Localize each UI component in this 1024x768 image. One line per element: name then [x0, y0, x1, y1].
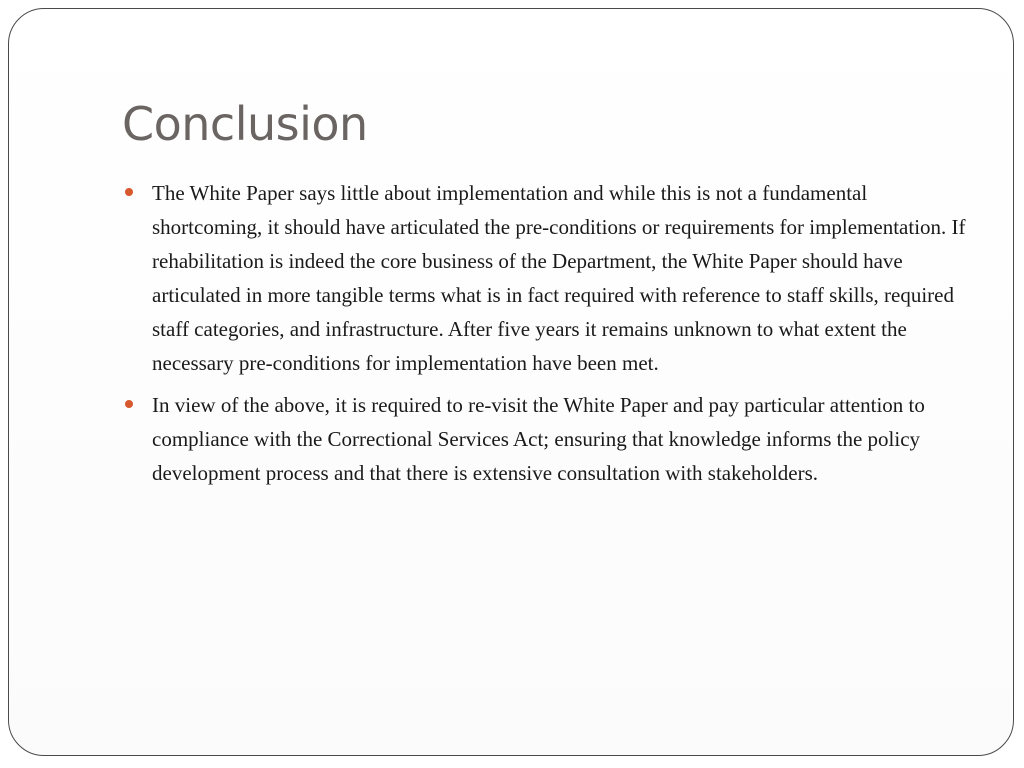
bullet-item [152, 176, 982, 380]
slide-frame [8, 8, 1014, 756]
bullet-dot-icon [125, 188, 133, 196]
bullet-list [152, 176, 982, 498]
bullet-text: In view of the above, it is required to re-visit the White Paper and pay particular attention to compliance with the Correctional Services Act; ensuring that knowledge informs the policy development process and that there is extensive consultation with stakeholders. [152, 393, 925, 485]
bullet-dot-icon [125, 400, 133, 408]
bullet-item [152, 388, 982, 490]
slide-title: Conclusion [122, 97, 368, 151]
bullet-text: The White Paper says little about implementation and while this is not a fundamental shortcoming, it should have articulated the pre-conditions or requirements for implementation. If rehabilitation is indeed the core business of the Department, the White Paper should have articulated in more tangible terms what is in fact required with reference to staff skills, required staff categories, and infrastructure. After five years it remains unknown to what extent the necessary pre-conditions for implementation have been met. [152, 181, 966, 375]
